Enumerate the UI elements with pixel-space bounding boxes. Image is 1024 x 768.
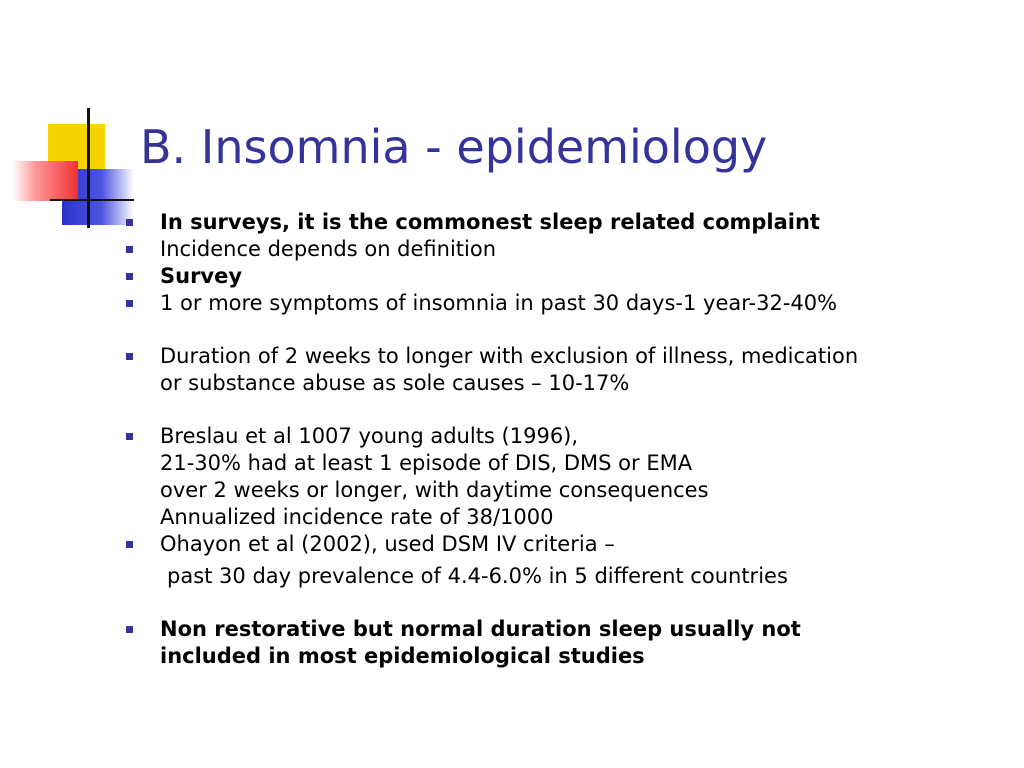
bullet-line: 1 or more symptoms of insomnia in past 30 days-1 year-32-40% — [160, 291, 838, 315]
bullet-line: Duration of 2 weeks to longer with exclusion of illness, medication — [160, 344, 859, 368]
bullet-line: In surveys, it is the commonest sleep related complaint — [160, 210, 820, 234]
bullet-line: or substance abuse as sole causes – 10-17% — [160, 371, 630, 395]
bullet-line: Annualized incidence rate of 38/1000 — [160, 505, 554, 529]
slide-title: B. Insomnia - epidemiology — [140, 120, 768, 174]
logo-vertical-line — [87, 108, 90, 228]
bullet-item — [124, 263, 1014, 290]
bullet-continuation — [124, 563, 1014, 590]
bullet-item — [124, 343, 1014, 397]
bullet-item — [124, 290, 1014, 317]
bullet-line: over 2 weeks or longer, with daytime consequences — [160, 478, 709, 502]
bullet-item — [124, 423, 1014, 531]
bullet-line: past 30 day prevalence of 4.4-6.0% in 5 different countries — [167, 564, 788, 588]
bullet-line: Survey — [160, 264, 243, 288]
bullet-line: Ohayon et al (2002), used DSM IV criteria – — [160, 532, 615, 556]
bullet-line: Non restorative but normal duration sleep usually not — [160, 617, 801, 641]
bullet-list — [124, 209, 1014, 670]
bullet-line: Breslau et al 1007 young adults (1996), — [160, 424, 579, 448]
bullet-line: Incidence depends on definition — [160, 237, 497, 261]
decorative-logo — [0, 100, 140, 230]
logo-red-square — [12, 161, 78, 201]
bullet-line: included in most epidemiological studies — [160, 644, 645, 668]
bullet-item — [124, 531, 1014, 558]
bullet-item — [124, 209, 1014, 236]
bullet-line: 21-30% had at least 1 episode of DIS, DMS or EMA — [160, 451, 693, 475]
logo-horizontal-line — [50, 199, 134, 201]
bullet-item — [124, 236, 1014, 263]
bullet-item — [124, 616, 1014, 670]
